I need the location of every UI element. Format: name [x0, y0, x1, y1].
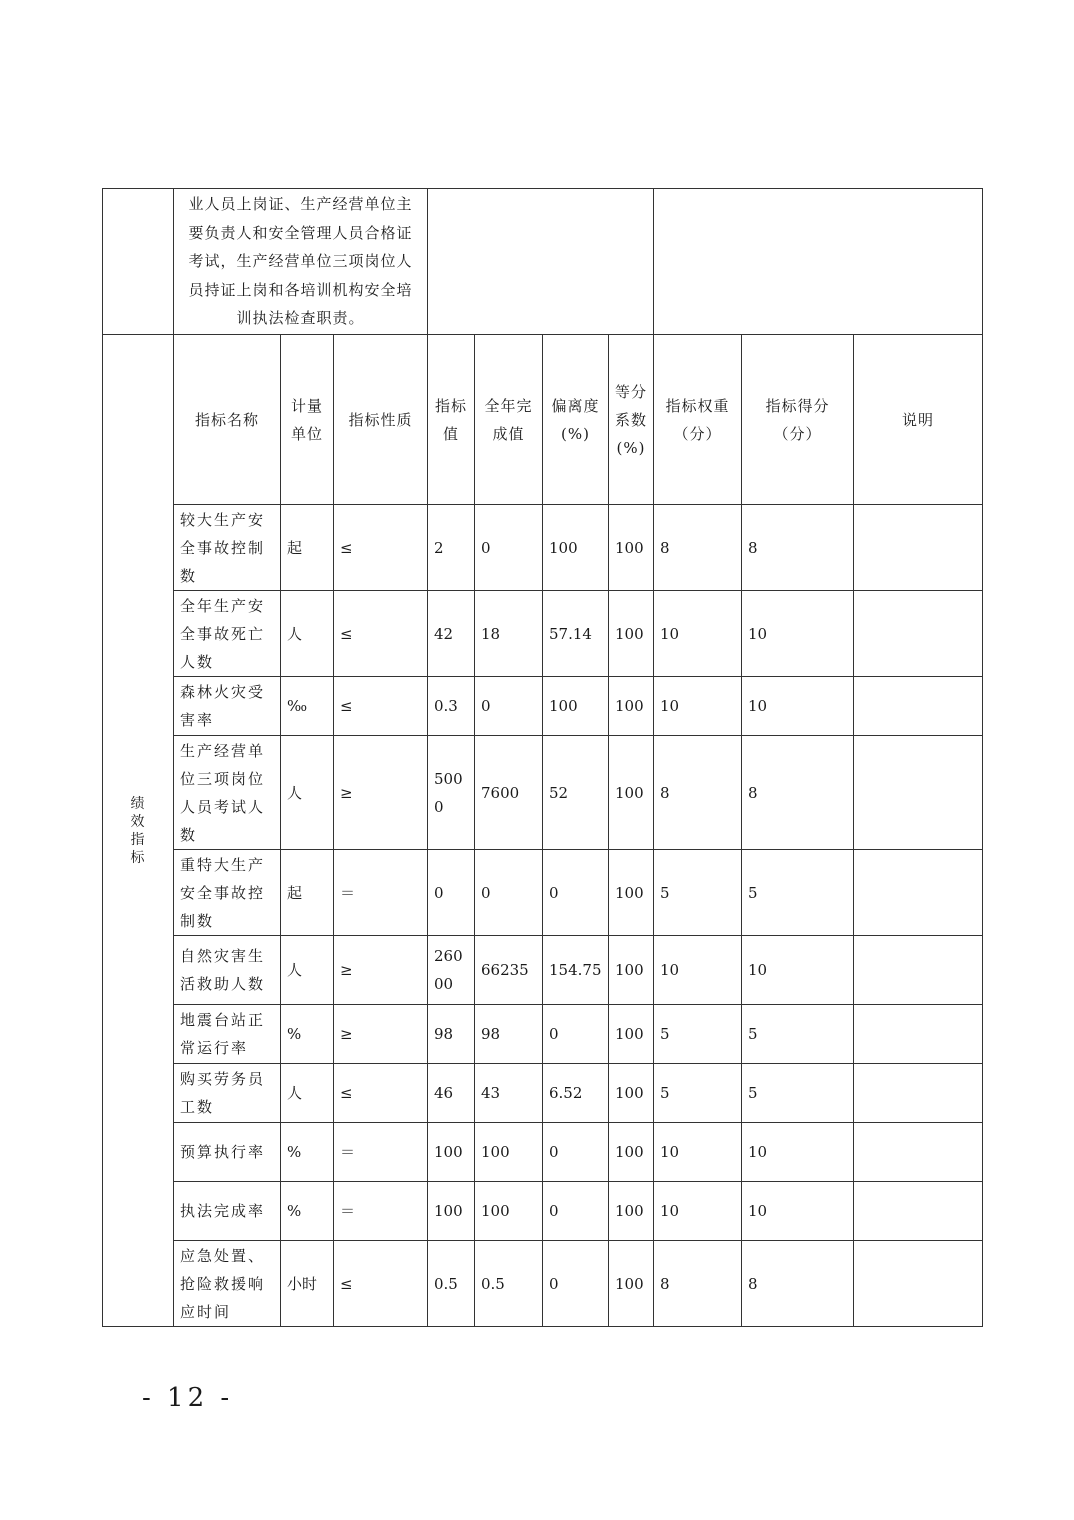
cell-name: 自然灾害生活救助人数 — [174, 936, 281, 1005]
cell-score: 10 — [742, 1182, 854, 1241]
cell-coefficient: 100 — [609, 1123, 654, 1182]
cell-score: 10 — [742, 677, 854, 736]
cell-weight: 10 — [654, 677, 742, 736]
cell-score: 8 — [742, 505, 854, 591]
performance-table — [102, 188, 983, 1327]
cell-unit: 人 — [281, 736, 334, 850]
cell-note — [854, 505, 983, 591]
cell-weight: 5 — [654, 1005, 742, 1064]
cell-name: 森林火灾受害率 — [174, 677, 281, 736]
cell-note — [854, 736, 983, 850]
cell-unit: % — [281, 1182, 334, 1241]
cell-actual: 66235 — [475, 936, 543, 1005]
cell-deviation: 0 — [543, 1005, 609, 1064]
cell-note — [854, 1005, 983, 1064]
cell-score: 10 — [742, 591, 854, 677]
cell-score: 10 — [742, 936, 854, 1005]
table-row — [103, 505, 983, 591]
header-name: 指标名称 — [174, 335, 281, 505]
cell-note — [854, 1182, 983, 1241]
cell-deviation: 57.14 — [543, 591, 609, 677]
cell-target: 0.3 — [428, 677, 475, 736]
cell-weight: 5 — [654, 1064, 742, 1123]
cell-target: 5000 — [428, 736, 475, 850]
cell-target: 98 — [428, 1005, 475, 1064]
cell-actual: 7600 — [475, 736, 543, 850]
page-number: - 12 - — [142, 1383, 234, 1413]
cell-deviation: 100 — [543, 677, 609, 736]
cell-weight: 10 — [654, 591, 742, 677]
cell-unit: 人 — [281, 591, 334, 677]
cell-actual: 0 — [475, 850, 543, 936]
cell-nature: ＝ — [334, 1123, 428, 1182]
table-row — [103, 1241, 983, 1327]
table-row — [103, 1182, 983, 1241]
cell-actual: 0 — [475, 505, 543, 591]
cell-weight: 10 — [654, 936, 742, 1005]
table-row — [103, 1064, 983, 1123]
header-row — [103, 335, 983, 505]
cell-unit: % — [281, 1005, 334, 1064]
blank-cell — [428, 189, 654, 335]
cell-weight: 8 — [654, 736, 742, 850]
cell-coefficient: 100 — [609, 850, 654, 936]
cell-weight: 5 — [654, 850, 742, 936]
cell-nature: ≤ — [334, 1064, 428, 1123]
cell-coefficient: 100 — [609, 1064, 654, 1123]
blank-label-cell — [103, 189, 174, 335]
cell-note — [854, 1123, 983, 1182]
header-deviation: 偏离度(%) — [543, 335, 609, 505]
cell-coefficient: 100 — [609, 1241, 654, 1327]
header-note: 说明 — [854, 335, 983, 505]
cell-actual: 18 — [475, 591, 543, 677]
section-label-cell — [103, 335, 174, 1327]
cell-nature: ≤ — [334, 1241, 428, 1327]
cell-deviation: 0 — [543, 850, 609, 936]
header-score: 指标得分（分） — [742, 335, 854, 505]
header-coefficient: 等分系数(%) — [609, 335, 654, 505]
cell-actual: 0 — [475, 677, 543, 736]
cell-coefficient: 100 — [609, 736, 654, 850]
cell-nature: ≤ — [334, 591, 428, 677]
cell-actual: 100 — [475, 1123, 543, 1182]
cell-weight: 10 — [654, 1123, 742, 1182]
cell-name: 预算执行率 — [174, 1123, 281, 1182]
cell-deviation: 52 — [543, 736, 609, 850]
cell-target: 100 — [428, 1123, 475, 1182]
cell-actual: 0.5 — [475, 1241, 543, 1327]
cell-unit: 人 — [281, 1064, 334, 1123]
cell-unit: 人 — [281, 936, 334, 1005]
cell-unit: ‰ — [281, 677, 334, 736]
cell-name: 购买劳务员工数 — [174, 1064, 281, 1123]
cell-score: 5 — [742, 1064, 854, 1123]
header-nature: 指标性质 — [334, 335, 428, 505]
cell-name: 应急处置、抢险救援响应时间 — [174, 1241, 281, 1327]
cell-note — [854, 1241, 983, 1327]
cell-name: 地震台站正常运行率 — [174, 1005, 281, 1064]
cell-nature: ≤ — [334, 677, 428, 736]
cell-target: 26000 — [428, 936, 475, 1005]
cell-unit: 起 — [281, 850, 334, 936]
cell-score: 10 — [742, 1123, 854, 1182]
cell-coefficient: 100 — [609, 591, 654, 677]
cell-deviation: 0 — [543, 1123, 609, 1182]
cell-name: 执法完成率 — [174, 1182, 281, 1241]
cell-weight: 8 — [654, 1241, 742, 1327]
cell-nature: ≥ — [334, 1005, 428, 1064]
cell-score: 5 — [742, 1005, 854, 1064]
duty-text-cell: 业人员上岗证、生产经营单位主要负责人和安全管理人员合格证考试，生产经营单位三项岗位人员持证上岗和各培训机构安全培训执法检查职责。 — [174, 189, 428, 335]
cell-unit: % — [281, 1123, 334, 1182]
cell-deviation: 0 — [543, 1182, 609, 1241]
cell-actual: 98 — [475, 1005, 543, 1064]
cell-coefficient: 100 — [609, 936, 654, 1005]
header-weight: 指标权重（分） — [654, 335, 742, 505]
cell-target: 0 — [428, 850, 475, 936]
cell-unit: 小时 — [281, 1241, 334, 1327]
cell-target: 46 — [428, 1064, 475, 1123]
cell-target: 100 — [428, 1182, 475, 1241]
cell-nature: ≥ — [334, 736, 428, 850]
cell-nature: ＝ — [334, 850, 428, 936]
cell-coefficient: 100 — [609, 505, 654, 591]
cell-weight: 8 — [654, 505, 742, 591]
cell-name: 较大生产安全事故控制数 — [174, 505, 281, 591]
cell-nature: ＝ — [334, 1182, 428, 1241]
cell-note — [854, 936, 983, 1005]
table-row — [103, 850, 983, 936]
cell-deviation: 6.52 — [543, 1064, 609, 1123]
cell-score: 8 — [742, 736, 854, 850]
table-row — [103, 1123, 983, 1182]
cell-actual: 43 — [475, 1064, 543, 1123]
section-label: 绩效指标 — [130, 795, 146, 866]
cell-deviation: 154.75 — [543, 936, 609, 1005]
cell-nature: ≤ — [334, 505, 428, 591]
cell-name: 生产经营单位三项岗位人员考试人数 — [174, 736, 281, 850]
cell-note — [854, 677, 983, 736]
cell-note — [854, 1064, 983, 1123]
header-unit: 计量单位 — [281, 335, 334, 505]
cell-target: 2 — [428, 505, 475, 591]
duty-description-row — [103, 189, 983, 335]
header-actual: 全年完成值 — [475, 335, 543, 505]
cell-note — [854, 591, 983, 677]
cell-nature: ≥ — [334, 936, 428, 1005]
table-row — [103, 936, 983, 1005]
cell-score: 8 — [742, 1241, 854, 1327]
cell-deviation: 0 — [543, 1241, 609, 1327]
cell-target: 42 — [428, 591, 475, 677]
cell-deviation: 100 — [543, 505, 609, 591]
cell-coefficient: 100 — [609, 1182, 654, 1241]
cell-note — [854, 850, 983, 936]
cell-target: 0.5 — [428, 1241, 475, 1327]
cell-coefficient: 100 — [609, 1005, 654, 1064]
table-row — [103, 736, 983, 850]
cell-coefficient: 100 — [609, 677, 654, 736]
cell-weight: 10 — [654, 1182, 742, 1241]
table-row — [103, 677, 983, 736]
table-row — [103, 1005, 983, 1064]
cell-unit: 起 — [281, 505, 334, 591]
cell-name: 全年生产安全事故死亡人数 — [174, 591, 281, 677]
blank-cell — [654, 189, 983, 335]
cell-name: 重特大生产安全事故控制数 — [174, 850, 281, 936]
cell-score: 5 — [742, 850, 854, 936]
cell-actual: 100 — [475, 1182, 543, 1241]
table-row — [103, 591, 983, 677]
header-target: 指标值 — [428, 335, 475, 505]
